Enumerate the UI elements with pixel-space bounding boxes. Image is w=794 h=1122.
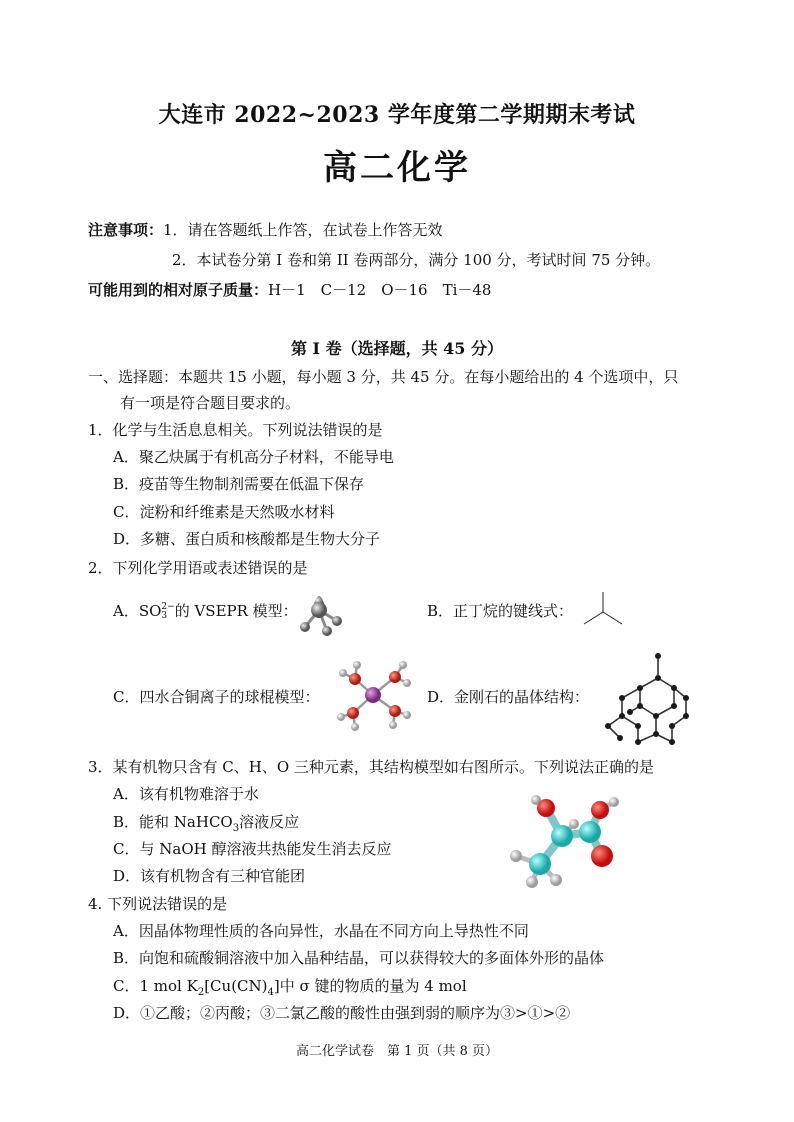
q4-option-d: D．①乙酸；②丙酸；③二氯乙酸的酸性由强到弱的顺序为③>①>② xyxy=(113,1004,571,1022)
q4-c-subscript-1: 2 xyxy=(197,987,205,998)
q4-c-subscript-2: 4 xyxy=(267,987,274,998)
part1-instruction-2: 有一项是符合题目要求的。 xyxy=(120,394,301,412)
q4-option-a: A．因晶体物理性质的各向异性，水晶在不同方向上导热性不同 xyxy=(113,922,529,940)
diamond-crystal-structure xyxy=(600,650,690,750)
exam-title: 大连市 2022~2023 学年度第二学期期末考试 xyxy=(158,102,636,128)
q2-a-suffix: 的 VSEPR 模型： xyxy=(174,602,298,620)
q2-a-prefix: A．SO xyxy=(113,602,162,620)
q2-a-charge: 2− xyxy=(161,602,175,612)
copper-tetraaqua-model xyxy=(333,655,415,733)
q4-c-suffix: ]中 σ 键的物质的量为 4 mol xyxy=(273,977,467,995)
atomic-mass-label: 可能用到的相对原子质量： xyxy=(88,281,269,299)
q2-option-d: D．金刚石的晶体结构： xyxy=(427,688,590,706)
q4-c-complex: [Cu(CN) xyxy=(204,977,268,995)
so3-vsepr-model xyxy=(292,583,348,639)
butane-skeletal-formula xyxy=(580,590,626,630)
q1-option-a: A．聚乙炔属于有机高分子材料，不能导电 xyxy=(113,448,394,466)
q2-a-subscript: 3 xyxy=(161,611,168,621)
q2-option-b: B．正丁烷的键线式： xyxy=(427,602,574,620)
q4-option-c xyxy=(113,976,467,1003)
q3-option-a: A．该有机物难溶于水 xyxy=(113,785,259,803)
q3-b-suffix: 溶液反应 xyxy=(239,813,300,831)
q1-option-b: B．疫苗等生物制剂需要在低温下保存 xyxy=(113,475,365,493)
q1-option-c: C．淀粉和纤维素是天然吸水材料 xyxy=(113,503,335,521)
atomic-mass-line xyxy=(88,280,491,300)
q3-stem: 3．某有机物只含有 C、H、O 三种元素，其结构模型如右图所示。下列说法正确的是 xyxy=(88,758,654,776)
q2-option-a xyxy=(113,601,298,621)
q4-c-prefix: C．1 mol K xyxy=(113,977,198,995)
q2-option-c: C．四水合铜离子的球棍模型： xyxy=(113,688,320,706)
notes-label: 注意事项： xyxy=(88,221,164,239)
q3-b-prefix: B．能和 NaHCO xyxy=(113,813,233,831)
notes-line1 xyxy=(88,220,443,240)
q2-stem: 2．下列化学用语或表述错误的是 xyxy=(88,559,308,577)
q3-option-b xyxy=(113,812,299,839)
notes-item2: 2．本试卷分第 I 卷和第 II 卷两部分，满分 100 分，考试时间 75 分钟。 xyxy=(172,251,661,269)
subject-title: 高二化学 xyxy=(323,148,471,188)
q4-stem: 4. 下列说法错误的是 xyxy=(88,895,228,913)
part1-instruction-1: 一、选择题：本题共 15 小题，每小题 3 分，共 45 分。在每小题给出的 4 个选项中，只 xyxy=(88,368,679,386)
q3-option-d: D．该有机物含有三种官能团 xyxy=(113,867,306,885)
atomic-mass-values: H－1 C－12 O－16 Ti－48 xyxy=(268,281,492,299)
page-footer: 高二化学试卷 第 1 页（共 8 页） xyxy=(295,1044,499,1059)
part1-heading: 第 I 卷（选择题，共 45 分） xyxy=(290,339,504,358)
notes-item1: 1．请在答题纸上作答，在试卷上作答无效 xyxy=(163,221,443,239)
q3-b-subscript: 3 xyxy=(232,823,240,834)
q1-option-d: D．多糖、蛋白质和核酸都是生物大分子 xyxy=(113,530,381,548)
lactic-acid-ball-stick-model xyxy=(498,790,628,890)
q1-stem: 1．化学与生活息息相关。下列说法错误的是 xyxy=(88,421,383,439)
q4-option-b: B．向饱和硫酸铜溶液中加入晶种结晶，可以获得较大的多面体外形的晶体 xyxy=(113,949,605,967)
q3-option-c: C．与 NaOH 醇溶液共热能发生消去反应 xyxy=(113,840,392,858)
